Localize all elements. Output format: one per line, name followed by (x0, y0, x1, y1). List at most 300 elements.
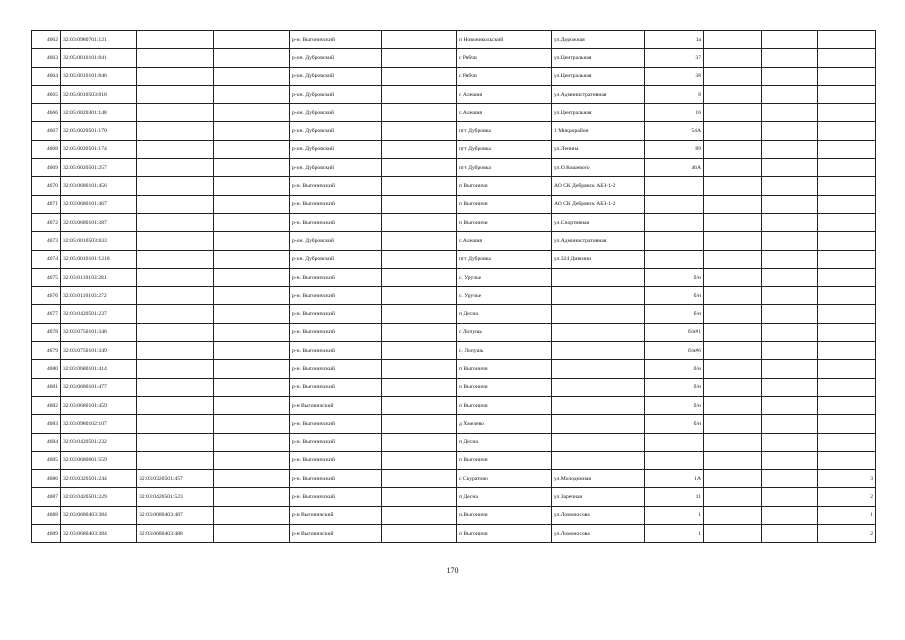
street-cell (552, 305, 645, 323)
settlement-cell: с Скуратово (457, 470, 552, 488)
cadastral-number-cell: 32:03:0680101:477 (61, 378, 137, 396)
empty-cell-cell (704, 159, 762, 177)
empty-cell-cell (214, 195, 290, 213)
empty-cell-cell (382, 195, 457, 213)
empty-cell-cell (214, 287, 290, 305)
empty-cell-cell (214, 104, 290, 122)
empty-cell-cell (762, 177, 818, 195)
street-cell: ул.Ломоносова (552, 506, 645, 524)
empty-cell-cell (214, 177, 290, 195)
street-cell (552, 287, 645, 305)
settlement-cell: п Выгоничи (457, 177, 552, 195)
count-cell (818, 433, 876, 451)
row-number-cell: 4669 (32, 159, 61, 177)
table-row (32, 378, 876, 396)
row-number-cell: 4680 (32, 360, 61, 378)
table-row (32, 31, 876, 49)
empty-cell-cell (762, 268, 818, 286)
empty-cell-cell (762, 342, 818, 360)
empty-cell-cell (382, 67, 457, 85)
empty-cell-cell (382, 85, 457, 103)
cadastral-number-cell: 32:03:0680601:559 (61, 451, 137, 469)
district-cell: р-н. Выгоничский (290, 433, 382, 451)
street-cell (552, 342, 645, 360)
cadastral-number-cell: 32:03:0110103:272 (61, 287, 137, 305)
house-number-cell: б/н (645, 287, 704, 305)
empty-cell-cell (704, 378, 762, 396)
row-number-cell: 4677 (32, 305, 61, 323)
cadastral-number-2-cell: 32:03:0420501:523 (137, 488, 214, 506)
table-row (32, 250, 876, 268)
empty-cell-cell (762, 213, 818, 231)
table-row (32, 177, 876, 195)
table-row (32, 195, 876, 213)
street-cell (552, 378, 645, 396)
table-row (32, 232, 876, 250)
street-cell: ул.Административная (552, 232, 645, 250)
empty-cell-cell (382, 232, 457, 250)
cadastral-number-cell: 32:03:0420501:232 (61, 433, 137, 451)
empty-cell-cell (214, 525, 290, 543)
empty-cell-cell (704, 177, 762, 195)
empty-cell-cell (704, 415, 762, 433)
house-number-cell (645, 177, 704, 195)
empty-cell-cell (704, 213, 762, 231)
cadastral-number-2-cell (137, 396, 214, 414)
cadastral-number-cell: 32:05:0010503:818 (61, 85, 137, 103)
empty-cell-cell (704, 49, 762, 67)
district-cell: р-он. Дубровский (290, 122, 382, 140)
district-cell: р-н. Выгоничский (290, 213, 382, 231)
empty-cell-cell (214, 140, 290, 158)
settlement-cell: п Выгоничи (457, 360, 552, 378)
empty-cell-cell (382, 140, 457, 158)
row-number-cell: 4672 (32, 213, 61, 231)
empty-cell-cell (214, 31, 290, 49)
house-number-cell: 8 (645, 85, 704, 103)
empty-cell-cell (704, 287, 762, 305)
table-row (32, 287, 876, 305)
row-number-cell: 4662 (32, 31, 61, 49)
settlement-cell: п Десна (457, 305, 552, 323)
empty-cell-cell (704, 31, 762, 49)
cadastral-number-2-cell: 32:03:0680403:487 (137, 506, 214, 524)
empty-cell-cell (382, 177, 457, 195)
table-row (32, 268, 876, 286)
cadastral-number-cell: 32:03:0980102:107 (61, 415, 137, 433)
count-cell (818, 195, 876, 213)
street-cell: ул.О.Кошевого (552, 159, 645, 177)
cadastral-number-2-cell (137, 85, 214, 103)
district-cell: р-н. Выгоничский (290, 268, 382, 286)
district-cell: р-н. Выгоничский (290, 342, 382, 360)
empty-cell-cell (704, 85, 762, 103)
empty-cell-cell (214, 451, 290, 469)
cadastral-number-2-cell (137, 305, 214, 323)
settlement-cell: пгт Дубровка (457, 159, 552, 177)
empty-cell-cell (704, 305, 762, 323)
cadastral-number-2-cell (137, 177, 214, 195)
cadastral-number-2-cell (137, 159, 214, 177)
street-cell (552, 396, 645, 414)
row-number-cell: 4688 (32, 506, 61, 524)
empty-cell-cell (762, 287, 818, 305)
row-number-cell: 4685 (32, 451, 61, 469)
house-number-cell: 1А (645, 470, 704, 488)
table-row (32, 506, 876, 524)
cadastral-number-2-cell (137, 232, 214, 250)
street-cell (552, 268, 645, 286)
settlement-cell: п.Выгоничи (457, 506, 552, 524)
street-cell (552, 360, 645, 378)
registry-rows (32, 31, 876, 543)
cadastral-number-2-cell: 32:03:0320501:457 (137, 470, 214, 488)
registry-table (31, 30, 876, 543)
table-row (32, 451, 876, 469)
row-number-cell: 4676 (32, 287, 61, 305)
empty-cell-cell (704, 67, 762, 85)
district-cell: р-он. Дубровский (290, 104, 382, 122)
empty-cell-cell (382, 49, 457, 67)
cadastral-number-cell: 32:03:0750101:348 (61, 323, 137, 341)
count-cell: 2 (818, 525, 876, 543)
house-number-cell: 54А (645, 122, 704, 140)
empty-cell-cell (704, 342, 762, 360)
table-row (32, 213, 876, 231)
district-cell: р-он. Дубровский (290, 49, 382, 67)
empty-cell-cell (214, 268, 290, 286)
count-cell (818, 396, 876, 414)
row-number-cell: 4668 (32, 140, 61, 158)
settlement-cell: п Выгоничи (457, 213, 552, 231)
cadastral-number-2-cell (137, 49, 214, 67)
street-cell: ул Заречная (552, 488, 645, 506)
cadastral-number-2-cell (137, 140, 214, 158)
cadastral-number-cell: 32:03:0680101:459 (61, 396, 137, 414)
count-cell (818, 85, 876, 103)
house-number-cell: б/н (645, 360, 704, 378)
empty-cell-cell (704, 268, 762, 286)
empty-cell-cell (214, 433, 290, 451)
house-number-cell: 46А (645, 159, 704, 177)
house-number-cell: 37 (645, 49, 704, 67)
house-number-cell (645, 433, 704, 451)
table-row (32, 396, 876, 414)
count-cell (818, 104, 876, 122)
row-number-cell: 4681 (32, 378, 61, 396)
district-cell: р-он. Дубровский (290, 85, 382, 103)
empty-cell-cell (704, 396, 762, 414)
empty-cell-cell (762, 360, 818, 378)
table-row (32, 49, 876, 67)
row-number-cell: 4679 (32, 342, 61, 360)
empty-cell-cell (704, 506, 762, 524)
empty-cell-cell (382, 122, 457, 140)
empty-cell-cell (214, 506, 290, 524)
empty-cell-cell (762, 415, 818, 433)
count-cell (818, 250, 876, 268)
house-number-cell: 1 (645, 525, 704, 543)
row-number-cell: 4683 (32, 415, 61, 433)
district-cell: р-н. Выгоничский (290, 287, 382, 305)
table-row (32, 104, 876, 122)
count-cell (818, 287, 876, 305)
empty-cell-cell (214, 396, 290, 414)
house-number-cell: б/н (645, 378, 704, 396)
empty-cell-cell (382, 305, 457, 323)
row-number-cell: 4689 (32, 525, 61, 543)
cadastral-number-2-cell (137, 31, 214, 49)
settlement-cell: п Новоникольский (457, 31, 552, 49)
count-cell (818, 415, 876, 433)
empty-cell-cell (214, 122, 290, 140)
table-row (32, 122, 876, 140)
house-number-cell (645, 451, 704, 469)
table-row (32, 305, 876, 323)
cadastral-number-cell: 32:03:0680101:387 (61, 213, 137, 231)
street-cell: ул.Молодежная (552, 470, 645, 488)
house-number-cell: 1 (645, 506, 704, 524)
empty-cell-cell (762, 396, 818, 414)
table-row (32, 67, 876, 85)
row-number-cell: 4671 (32, 195, 61, 213)
table-row (32, 140, 876, 158)
street-cell: ул.Центральная (552, 104, 645, 122)
count-cell: 1 (818, 506, 876, 524)
empty-cell-cell (704, 140, 762, 158)
cadastral-number-cell: 32:03:0110103:281 (61, 268, 137, 286)
settlement-cell: с. Уручье (457, 268, 552, 286)
count-cell (818, 159, 876, 177)
empty-cell-cell (382, 525, 457, 543)
cadastral-number-cell: 32:05:0010101:841 (61, 49, 137, 67)
empty-cell-cell (762, 305, 818, 323)
empty-cell-cell (704, 451, 762, 469)
cadastral-number-2-cell (137, 433, 214, 451)
empty-cell-cell (214, 250, 290, 268)
row-number-cell: 4687 (32, 488, 61, 506)
district-cell: р-н Выгоничский (290, 506, 382, 524)
cadastral-number-2-cell (137, 323, 214, 341)
house-number-cell: 16 (645, 104, 704, 122)
street-cell: ул.Центральная (552, 67, 645, 85)
settlement-cell: п Выгоничи (457, 195, 552, 213)
empty-cell-cell (704, 525, 762, 543)
empty-cell-cell (762, 378, 818, 396)
empty-cell-cell (704, 323, 762, 341)
empty-cell-cell (704, 195, 762, 213)
district-cell: р-н. Выгоничский (290, 360, 382, 378)
empty-cell-cell (762, 85, 818, 103)
cadastral-number-cell: 32:05:0010101:1218 (61, 250, 137, 268)
empty-cell-cell (214, 342, 290, 360)
empty-cell-cell (762, 232, 818, 250)
cadastral-number-cell: 32:03:0680101:467 (61, 195, 137, 213)
cadastral-number-2-cell (137, 415, 214, 433)
table-row (32, 525, 876, 543)
count-cell (818, 268, 876, 286)
house-number-cell (645, 250, 704, 268)
cadastral-number-2-cell (137, 451, 214, 469)
table-row (32, 360, 876, 378)
district-cell: р-н. Выгоничский (290, 305, 382, 323)
empty-cell-cell (762, 488, 818, 506)
house-number-cell: б/н (645, 415, 704, 433)
house-number-cell: б/н#1 (645, 323, 704, 341)
empty-cell-cell (762, 250, 818, 268)
row-number-cell: 4675 (32, 268, 61, 286)
district-cell: р-н Выгоничский (290, 396, 382, 414)
empty-cell-cell (704, 250, 762, 268)
settlement-cell: с.Алешня (457, 104, 552, 122)
table-row (32, 85, 876, 103)
district-cell: р-н. Выгоничский (290, 177, 382, 195)
empty-cell-cell (214, 49, 290, 67)
empty-cell-cell (762, 470, 818, 488)
empty-cell-cell (382, 470, 457, 488)
count-cell (818, 31, 876, 49)
settlement-cell: д Хмелево (457, 415, 552, 433)
count-cell (818, 213, 876, 231)
street-cell: ул.Административная (552, 85, 645, 103)
cadastral-number-2-cell (137, 360, 214, 378)
street-cell: ул.324 Дивизии (552, 250, 645, 268)
empty-cell-cell (382, 342, 457, 360)
empty-cell-cell (762, 49, 818, 67)
empty-cell-cell (382, 323, 457, 341)
row-number-cell: 4670 (32, 177, 61, 195)
district-cell: р-н. Выгоничский (290, 31, 382, 49)
street-cell: ул.Центральная (552, 49, 645, 67)
settlement-cell: с Лопушь (457, 323, 552, 341)
count-cell: 3 (818, 470, 876, 488)
street-cell (552, 451, 645, 469)
empty-cell-cell (214, 323, 290, 341)
street-cell: ул.Ленина (552, 140, 645, 158)
district-cell: р-н. Выгоничский (290, 195, 382, 213)
cadastral-number-cell: 32:03:0750101:349 (61, 342, 137, 360)
cadastral-number-cell: 32:05:0020301:148 (61, 104, 137, 122)
empty-cell-cell (214, 67, 290, 85)
settlement-cell: п Десна (457, 433, 552, 451)
empty-cell-cell (762, 525, 818, 543)
empty-cell-cell (214, 378, 290, 396)
cadastral-number-cell: 32:05:0010503:833 (61, 232, 137, 250)
empty-cell-cell (762, 140, 818, 158)
table-row (32, 323, 876, 341)
empty-cell-cell (382, 31, 457, 49)
district-cell: р-он. Дубровский (290, 140, 382, 158)
count-cell (818, 342, 876, 360)
cadastral-number-2-cell (137, 104, 214, 122)
district-cell: р-н. Выгоничский (290, 488, 382, 506)
cadastral-number-cell: 32:05:0020501:174 (61, 140, 137, 158)
cadastral-number-cell: 32:03:0980701:121 (61, 31, 137, 49)
settlement-cell: с. Лопушь (457, 342, 552, 360)
cadastral-number-2-cell (137, 195, 214, 213)
row-number-cell: 4665 (32, 85, 61, 103)
district-cell: р-он. Дубровский (290, 250, 382, 268)
street-cell: ул.Ломоносова (552, 525, 645, 543)
empty-cell-cell (704, 104, 762, 122)
row-number-cell: 4686 (32, 470, 61, 488)
settlement-cell: с Рябчи (457, 49, 552, 67)
settlement-cell: с. Уручье (457, 287, 552, 305)
cadastral-number-cell: 32:03:0420501:229 (61, 488, 137, 506)
count-cell (818, 378, 876, 396)
cadastral-number-cell: 32:05:0010101:846 (61, 67, 137, 85)
empty-cell-cell (704, 488, 762, 506)
settlement-cell: пгт Дубровка (457, 250, 552, 268)
house-number-cell (645, 213, 704, 231)
empty-cell-cell (762, 433, 818, 451)
settlement-cell: п Выгоничи (457, 451, 552, 469)
empty-cell-cell (382, 415, 457, 433)
empty-cell-cell (704, 232, 762, 250)
empty-cell-cell (214, 305, 290, 323)
empty-cell-cell (382, 451, 457, 469)
empty-cell-cell (382, 159, 457, 177)
settlement-cell: п Выгоничи (457, 378, 552, 396)
district-cell: р-н. Выгоничский (290, 378, 382, 396)
street-cell: АО СК Дебрянск АБЗ-1-2 (552, 177, 645, 195)
count-cell: 2 (818, 488, 876, 506)
empty-cell-cell (382, 396, 457, 414)
empty-cell-cell (704, 470, 762, 488)
empty-cell-cell (382, 378, 457, 396)
row-number-cell: 4684 (32, 433, 61, 451)
cadastral-number-2-cell (137, 287, 214, 305)
empty-cell-cell (704, 122, 762, 140)
settlement-cell: с Алешня (457, 85, 552, 103)
empty-cell-cell (762, 323, 818, 341)
count-cell (818, 360, 876, 378)
count-cell (818, 232, 876, 250)
street-cell: ул.Дорожная (552, 31, 645, 49)
empty-cell-cell (762, 67, 818, 85)
count-cell (818, 49, 876, 67)
row-number-cell: 4667 (32, 122, 61, 140)
cadastral-number-cell: 32:03:0680101:414 (61, 360, 137, 378)
district-cell: р-он. Дубровский (290, 159, 382, 177)
settlement-cell: пгт Дубровка (457, 122, 552, 140)
count-cell (818, 305, 876, 323)
empty-cell-cell (704, 433, 762, 451)
empty-cell-cell (382, 488, 457, 506)
cadastral-number-cell: 32:03:0680403:384 (61, 525, 137, 543)
empty-cell-cell (762, 31, 818, 49)
cadastral-number-2-cell (137, 122, 214, 140)
cadastral-number-2-cell (137, 268, 214, 286)
cadastral-number-cell: 32:03:0680403:384 (61, 506, 137, 524)
cadastral-number-2-cell (137, 67, 214, 85)
table-row (32, 415, 876, 433)
row-number-cell: 4674 (32, 250, 61, 268)
table-row (32, 470, 876, 488)
table-row (32, 342, 876, 360)
empty-cell-cell (214, 159, 290, 177)
house-number-cell: 38 (645, 67, 704, 85)
empty-cell-cell (762, 451, 818, 469)
settlement-cell: п Выгоничи (457, 525, 552, 543)
house-number-cell: 89 (645, 140, 704, 158)
settlement-cell: п Десна (457, 488, 552, 506)
empty-cell-cell (214, 470, 290, 488)
street-cell: 1 Микрорайон (552, 122, 645, 140)
empty-cell-cell (382, 360, 457, 378)
cadastral-number-2-cell (137, 213, 214, 231)
empty-cell-cell (382, 506, 457, 524)
